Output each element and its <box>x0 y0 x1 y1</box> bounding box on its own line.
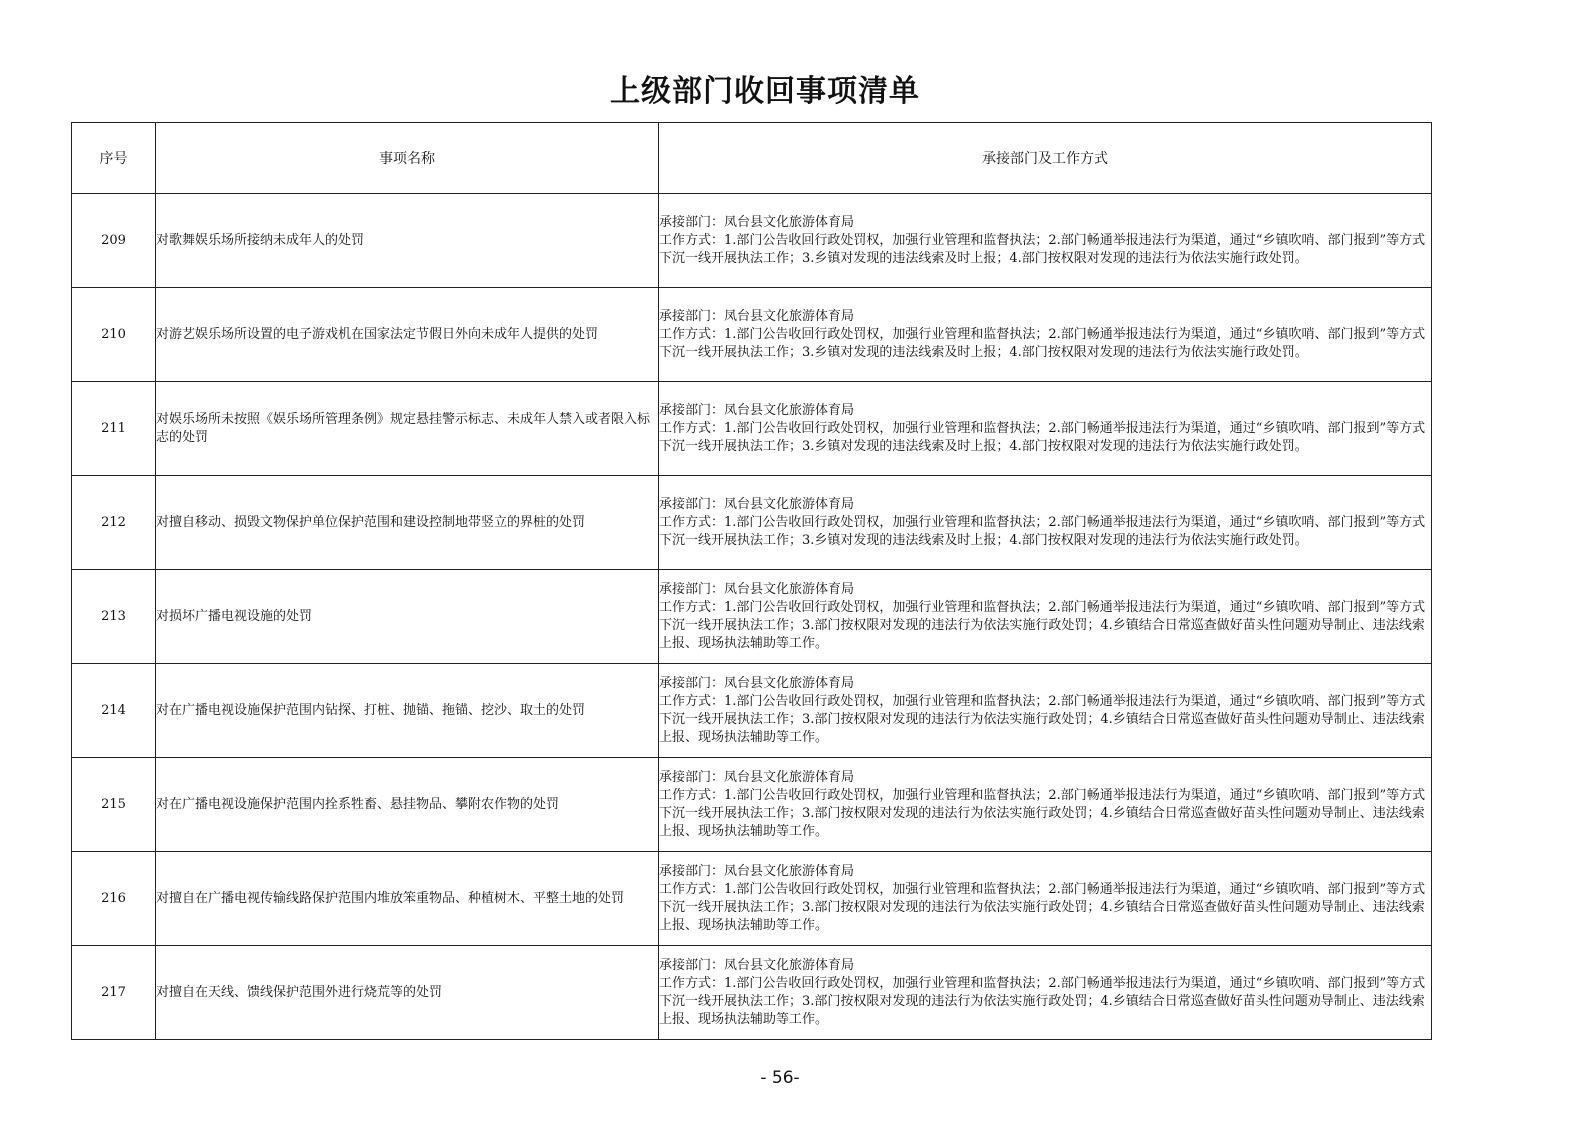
row-dept-method <box>659 570 1432 664</box>
row-item-name: 对擅自在天线、馈线保护范围外进行烧荒等的处罚 <box>156 946 659 1040</box>
row-item-name: 对歌舞娱乐场所接纳未成年人的处罚 <box>156 194 659 288</box>
row-method: 工作方式：1.部门公告收回行政处罚权，加强行业管理和监督执法；2.部门畅通举报违法行为渠道，通过“乡镇吹哨、部门报到”等方式下沉一线开展执法工作；3.乡镇对发现的违法线索及时上报；4.部门按权限对发现的违法行为依法实施行政处罚。 <box>659 326 1426 360</box>
header-item-name: 事项名称 <box>156 123 659 194</box>
row-seq: 216 <box>72 852 156 946</box>
row-seq: 215 <box>72 758 156 852</box>
row-seq: 212 <box>72 476 156 570</box>
row-seq: 214 <box>72 664 156 758</box>
row-dept-method <box>659 476 1432 570</box>
table-row <box>72 758 1432 852</box>
row-seq: 217 <box>72 946 156 1040</box>
page-number: - 56- <box>760 1068 800 1088</box>
row-dept-method <box>659 382 1432 476</box>
row-seq: 209 <box>72 194 156 288</box>
row-dept: 承接部门：凤台县文化旅游体育局 <box>659 496 855 512</box>
table-row <box>72 852 1432 946</box>
row-item-name: 对在广播电视设施保护范围内拴系牲畜、悬挂物品、攀附农作物的处罚 <box>156 758 659 852</box>
row-item-name: 对擅自在广播电视传输线路保护范围内堆放笨重物品、种植树木、平整土地的处罚 <box>156 852 659 946</box>
row-method: 工作方式：1.部门公告收回行政处罚权，加强行业管理和监督执法；2.部门畅通举报违法行为渠道，通过“乡镇吹哨、部门报到”等方式下沉一线开展执法工作；3.部门按权限对发现的违法行为依法实施行政处罚；4.乡镇结合日常巡查做好苗头性问题劝导制止、违法线索上报、现场执法辅助等工作。 <box>659 975 1426 1027</box>
table-row <box>72 664 1432 758</box>
row-method: 工作方式：1.部门公告收回行政处罚权，加强行业管理和监督执法；2.部门畅通举报违法行为渠道，通过“乡镇吹哨、部门报到”等方式下沉一线开展执法工作；3.乡镇对发现的违法线索及时上报；4.部门按权限对发现的违法行为依法实施行政处罚。 <box>659 514 1426 548</box>
row-dept: 承接部门：凤台县文化旅游体育局 <box>659 402 855 418</box>
row-method: 工作方式：1.部门公告收回行政处罚权，加强行业管理和监督执法；2.部门畅通举报违法行为渠道，通过“乡镇吹哨、部门报到”等方式下沉一线开展执法工作；3.部门按权限对发现的违法行为依法实施行政处罚；4.乡镇结合日常巡查做好苗头性问题劝导制止、违法线索上报、现场执法辅助等工作。 <box>659 599 1426 651</box>
row-dept-method <box>659 664 1432 758</box>
row-dept: 承接部门：凤台县文化旅游体育局 <box>659 581 855 597</box>
header-dept-method: 承接部门及工作方式 <box>659 123 1432 194</box>
row-item-name: 对在广播电视设施保护范围内钻探、打桩、抛锚、拖锚、挖沙、取土的处罚 <box>156 664 659 758</box>
row-dept: 承接部门：凤台县文化旅游体育局 <box>659 957 855 973</box>
row-dept: 承接部门：凤台县文化旅游体育局 <box>659 863 855 879</box>
table-row <box>72 382 1432 476</box>
row-dept: 承接部门：凤台县文化旅游体育局 <box>659 769 855 785</box>
row-dept: 承接部门：凤台县文化旅游体育局 <box>659 308 855 324</box>
row-item-name: 对损坏广播电视设施的处罚 <box>156 570 659 664</box>
table-row <box>72 476 1432 570</box>
table-row <box>72 288 1432 382</box>
table-row <box>72 570 1432 664</box>
table-row <box>72 946 1432 1040</box>
items-table <box>71 122 1432 1040</box>
row-item-name: 对娱乐场所未按照《娱乐场所管理条例》规定悬挂警示标志、未成年人禁入或者限入标志的处罚 <box>156 382 659 476</box>
row-dept-method <box>659 946 1432 1040</box>
table-row <box>72 194 1432 288</box>
row-seq: 210 <box>72 288 156 382</box>
row-method: 工作方式：1.部门公告收回行政处罚权，加强行业管理和监督执法；2.部门畅通举报违法行为渠道，通过“乡镇吹哨、部门报到”等方式下沉一线开展执法工作；3.部门按权限对发现的违法行为依法实施行政处罚；4.乡镇结合日常巡查做好苗头性问题劝导制止、违法线索上报、现场执法辅助等工作。 <box>659 787 1426 839</box>
row-dept: 承接部门：凤台县文化旅游体育局 <box>659 675 855 691</box>
row-dept-method <box>659 194 1432 288</box>
row-item-name: 对擅自移动、损毁文物保护单位保护范围和建设控制地带竖立的界桩的处罚 <box>156 476 659 570</box>
row-seq: 211 <box>72 382 156 476</box>
row-item-name: 对游艺娱乐场所设置的电子游戏机在国家法定节假日外向未成年人提供的处罚 <box>156 288 659 382</box>
page-title: 上级部门收回事项清单 <box>610 74 920 109</box>
row-dept-method <box>659 758 1432 852</box>
row-seq: 213 <box>72 570 156 664</box>
table-header-row <box>72 123 1432 194</box>
row-method: 工作方式：1.部门公告收回行政处罚权，加强行业管理和监督执法；2.部门畅通举报违法行为渠道，通过“乡镇吹哨、部门报到”等方式下沉一线开展执法工作；3.乡镇对发现的违法线索及时上报；4.部门按权限对发现的违法行为依法实施行政处罚。 <box>659 420 1426 454</box>
row-method: 工作方式：1.部门公告收回行政处罚权，加强行业管理和监督执法；2.部门畅通举报违法行为渠道，通过“乡镇吹哨、部门报到”等方式下沉一线开展执法工作；3.部门按权限对发现的违法行为依法实施行政处罚；4.乡镇结合日常巡查做好苗头性问题劝导制止、违法线索上报、现场执法辅助等工作。 <box>659 881 1426 933</box>
row-method: 工作方式：1.部门公告收回行政处罚权，加强行业管理和监督执法；2.部门畅通举报违法行为渠道，通过“乡镇吹哨、部门报到”等方式下沉一线开展执法工作；3.部门按权限对发现的违法行为依法实施行政处罚；4.乡镇结合日常巡查做好苗头性问题劝导制止、违法线索上报、现场执法辅助等工作。 <box>659 693 1426 745</box>
row-method: 工作方式：1.部门公告收回行政处罚权，加强行业管理和监督执法；2.部门畅通举报违法行为渠道，通过“乡镇吹哨、部门报到”等方式下沉一线开展执法工作；3.乡镇对发现的违法线索及时上报；4.部门按权限对发现的违法行为依法实施行政处罚。 <box>659 232 1426 266</box>
header-seq: 序号 <box>72 123 156 194</box>
row-dept-method <box>659 288 1432 382</box>
row-dept-method <box>659 852 1432 946</box>
row-dept: 承接部门：凤台县文化旅游体育局 <box>659 214 855 230</box>
